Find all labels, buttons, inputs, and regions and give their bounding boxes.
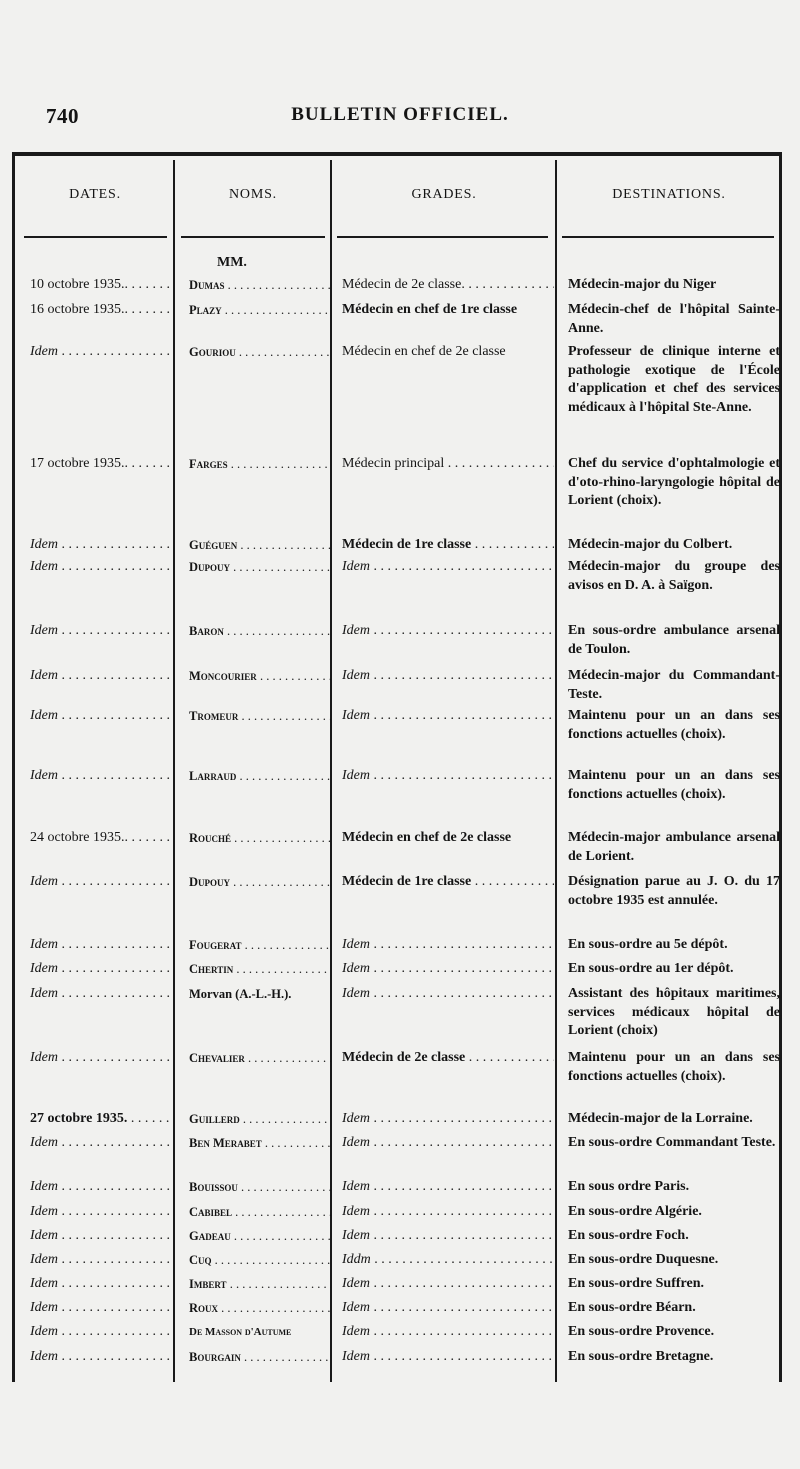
date-cell: Idem . . . — [30, 1275, 170, 1294]
destination-cell: En sous-ordre Provence. — [568, 1324, 715, 1339]
name-cell: Fougerat . . . — [189, 936, 331, 955]
grade-cell: Idem . . . — [342, 985, 554, 1004]
date-cell: Idem . . . — [30, 343, 170, 362]
destination-cell: Professeur de clinique interne et pathologie exotique de l'École d'application et chef des services médicaux à l'hôpital Ste-Anne. — [568, 344, 780, 415]
page-number: 740 — [46, 104, 79, 128]
header-rule — [562, 236, 774, 238]
name-cell: Roux . . . — [189, 1299, 331, 1318]
grade-cell: Idem . . . — [342, 667, 554, 686]
column-divider — [555, 160, 557, 1382]
name-cell: Bouissou . . . — [189, 1178, 331, 1197]
name-cell: Gadeau . . . — [189, 1227, 331, 1246]
date-cell: 24 octobre 1935.. . . . — [30, 829, 170, 848]
grade-cell: Iddm . . . — [342, 1251, 554, 1270]
date-cell: Idem . . . — [30, 707, 170, 726]
date-cell: Idem . . . — [30, 1227, 170, 1246]
date-cell: Idem . . . — [30, 667, 170, 686]
name-cell: Plazy . . . — [189, 301, 331, 320]
destination-cell: En sous-ordre Bretagne. — [568, 1349, 714, 1364]
date-cell: Idem . . . — [30, 1323, 170, 1342]
date-cell: 10 octobre 1935.. . . . — [30, 276, 170, 295]
page-header — [0, 100, 800, 134]
grade-cell: Idem . . . — [342, 707, 554, 726]
destination-cell: Assistant des hôpitaux maritimes, services médicaux hôpital de Lorient (choix) — [568, 986, 780, 1038]
grade-cell: Idem . . . — [342, 960, 554, 979]
grade-cell: Idem . . . — [342, 1110, 554, 1129]
destination-cell: Médecin-major du groupe des avisos en D. A. à Saïgon. — [568, 559, 780, 593]
name-cell: Morvan (A.-L.-H.). — [189, 987, 292, 1001]
date-cell: 16 octobre 1935.. . . . — [30, 301, 170, 320]
grade-cell: Idem . . . — [342, 936, 554, 955]
grade-cell: Idem . . . — [342, 1227, 554, 1246]
date-cell: 17 octobre 1935.. . . . — [30, 455, 170, 474]
name-cell: Cuq . . . — [189, 1251, 331, 1270]
destination-cell: En sous-ordre Duquesne. — [568, 1252, 719, 1267]
date-cell: Idem . . . — [30, 622, 170, 641]
header-rule — [337, 236, 548, 238]
header-noms: NOMS. — [229, 187, 277, 202]
name-cell: Chertin . . . — [189, 960, 331, 979]
grade-cell: Médecin de 1re classe . . . — [342, 873, 554, 892]
name-cell: Moncourier . . . — [189, 667, 331, 686]
destination-cell: Médecin-major du Commandant-Teste. — [568, 668, 780, 702]
destination-cell: Médecin-major ambulance arsenal de Lorient. — [568, 830, 780, 864]
date-cell: Idem . . . — [30, 1134, 170, 1153]
destination-cell: En sous-ordre Suffren. — [568, 1276, 705, 1291]
destination-cell: Médecin-chef de l'hôpital Sainte-Anne. — [568, 302, 780, 336]
grade-cell: Idem . . . — [342, 558, 554, 577]
destination-cell: Médecin-major du Colbert. — [568, 537, 733, 552]
date-cell: Idem . . . — [30, 1178, 170, 1197]
name-cell: Chevalier . . . — [189, 1049, 331, 1068]
grade-cell: Médecin de 2e classe . . . — [342, 1049, 554, 1068]
destination-cell: En sous-ordre ambulance arsenal de Toulon. — [568, 623, 780, 657]
destination-cell: En sous-ordre Béarn. — [568, 1300, 696, 1315]
name-cell: Baron . . . — [189, 622, 331, 641]
destination-cell: Chef du service d'ophtalmologie et d'oto-rhino-laryngologie hôpital de Lorient (choix). — [568, 456, 780, 508]
date-cell: Idem . . . — [30, 1348, 170, 1367]
header-destinations: DESTINATIONS. — [612, 187, 726, 202]
destination-cell: Maintenu pour un an dans ses fonctions actuelles (choix). — [568, 1050, 780, 1084]
grade-cell: Idem . . . — [342, 1348, 554, 1367]
name-cell: Gouriou . . . — [189, 343, 331, 362]
name-cell: Bourgain . . . — [189, 1348, 331, 1367]
grade-cell: Idem . . . — [342, 1178, 554, 1197]
destination-cell: Médecin-major du Niger — [568, 277, 717, 292]
destination-cell: Maintenu pour un an dans ses fonctions actuelles (choix). — [568, 768, 780, 802]
date-cell: Idem . . . — [30, 558, 170, 577]
destination-cell: Maintenu pour un an dans ses fonctions actuelles (choix). — [568, 708, 780, 742]
date-cell: Idem . . . — [30, 1299, 170, 1318]
grade-cell: Médecin en chef de 2e classe — [342, 344, 506, 359]
grade-cell: Idem . . . — [342, 1134, 554, 1153]
name-cell: Farges . . . — [189, 455, 331, 474]
grade-cell: Médecin en chef de 1re classe — [342, 302, 518, 317]
destination-cell: En sous-ordre Foch. — [568, 1228, 689, 1243]
grade-cell: Idem . . . — [342, 1203, 554, 1222]
date-cell: Idem . . . — [30, 767, 170, 786]
name-cell: Tromeur . . . — [189, 707, 331, 726]
destination-cell: En sous-ordre au 1er dépôt. — [568, 961, 734, 976]
date-cell: Idem . . . — [30, 536, 170, 555]
date-cell: Idem . . . — [30, 936, 170, 955]
name-cell: Guéguen . . . — [189, 536, 331, 555]
name-cell: Imbert . . . — [189, 1275, 331, 1294]
name-cell: Ben Merabet . . . — [189, 1134, 331, 1153]
destination-cell: En sous-ordre Commandant Teste. — [568, 1135, 776, 1150]
mm-label: MM. — [217, 255, 247, 270]
header-rule — [24, 236, 167, 238]
date-cell: Idem . . . — [30, 985, 170, 1004]
destination-cell: En sous ordre Paris. — [568, 1179, 690, 1194]
grade-cell: Idem . . . — [342, 622, 554, 641]
destination-cell: Désignation parue au J. O. du 17 octobre 1935 est annulée. — [568, 874, 780, 908]
destination-cell: Médecin-major de la Lorraine. — [568, 1111, 753, 1126]
grade-cell: Médecin de 1re classe . . . — [342, 536, 554, 555]
name-cell: Rouché . . . — [189, 829, 331, 848]
name-cell: Cabibel . . . — [189, 1203, 331, 1222]
grade-cell: Médecin principal . . . — [342, 455, 554, 474]
date-cell: Idem . . . — [30, 960, 170, 979]
name-cell: Guillerd . . . — [189, 1110, 331, 1129]
date-cell: Idem . . . — [30, 873, 170, 892]
header-rule — [181, 236, 325, 238]
grade-cell: Médecin de 2e classe. . . . — [342, 276, 554, 295]
page-title: BULLETIN OFFICIEL. — [291, 104, 509, 125]
grade-cell: Idem . . . — [342, 1323, 554, 1342]
name-cell: Dupouy . . . — [189, 873, 331, 892]
name-cell: Larraud . . . — [189, 767, 331, 786]
date-cell: 27 octobre 1935. . . . — [30, 1110, 170, 1129]
destination-cell: En sous-ordre au 5e dépôt. — [568, 937, 728, 952]
grade-cell: Idem . . . — [342, 1275, 554, 1294]
grade-cell: Idem . . . — [342, 767, 554, 786]
name-cell: De Masson d'Autume — [189, 1326, 292, 1338]
name-cell: Dumas . . . — [189, 276, 331, 295]
name-cell: Dupouy . . . — [189, 558, 331, 577]
grade-cell: Idem . . . — [342, 1299, 554, 1318]
date-cell: Idem . . . — [30, 1251, 170, 1270]
date-cell: Idem . . . — [30, 1203, 170, 1222]
date-cell: Idem . . . — [30, 1049, 170, 1068]
column-divider — [173, 160, 175, 1382]
header-grades: GRADES. — [411, 187, 477, 202]
destination-cell: En sous-ordre Algérie. — [568, 1204, 702, 1219]
grade-cell: Médecin en chef de 2e classe — [342, 830, 512, 845]
header-dates: DATES. — [69, 187, 121, 202]
